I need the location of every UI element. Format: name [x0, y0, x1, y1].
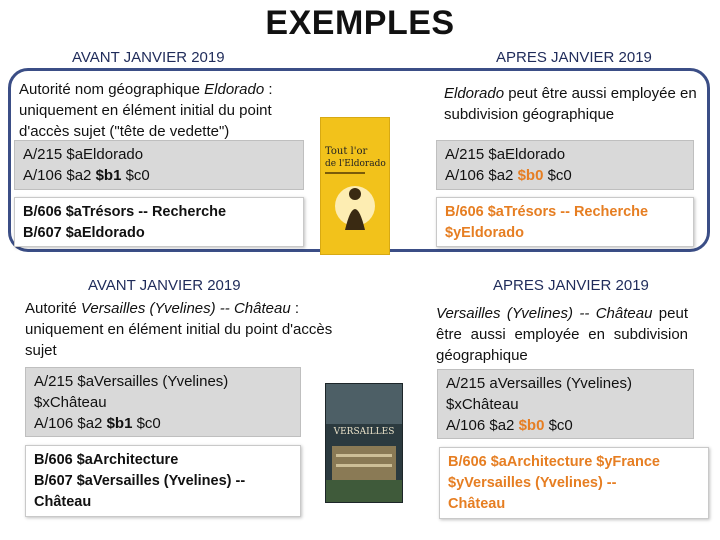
top-left-header: AVANT JANVIER 2019	[72, 49, 225, 66]
book-cover-title-line2: de l'Eldorado	[325, 159, 386, 169]
bottom-left-intro: Autorité Versailles (Yvelines) -- Château : uniquement en élément initial du point d'accès sujet	[25, 300, 333, 359]
bottom-right-intro: Versailles (Yvelines) -- Château peut être aussi employée en subdivision géographique	[436, 305, 688, 364]
bottom-right-authority-record: A/215 aVersailles (Yvelines) $xChâteau A/106 $a2 $b0 $c0	[437, 369, 694, 439]
page-title: EXEMPLES	[265, 4, 455, 42]
bottom-left-authority-record: A/215 $aVersailles (Yvelines) $xChâteau A/106 $a2 $b1 $c0	[25, 367, 301, 437]
top-right-header: APRES JANVIER 2019	[496, 49, 652, 66]
book-cover-title: VERSAILLES	[333, 427, 395, 437]
bottom-left-header: AVANT JANVIER 2019	[88, 277, 241, 294]
bottom-right-bib-record: B/606 $aArchitecture $yFrance $yVersailles (Yvelines) -- Château	[439, 447, 709, 519]
top-left-authority-record: A/215 $aEldorado A/106 $a2 $b1 $c0	[14, 140, 304, 190]
book-cover-eldorado	[320, 117, 390, 255]
top-right-authority-record: A/215 $aEldorado A/106 $a2 $b0 $c0	[436, 140, 694, 190]
book-cover-art	[321, 118, 389, 254]
top-right-intro: Eldorado peut être aussi employée en subdivision géographique	[444, 85, 697, 123]
book-cover-versailles	[325, 383, 403, 503]
book-cover-art	[326, 384, 402, 502]
book-cover-title-line1: Tout l'or	[325, 146, 368, 157]
top-left-intro: Autorité nom géographique Eldorado : uniquement en élément initial du point d'accès sujet ("tête de vedette")	[19, 81, 273, 140]
top-right-bib-record: B/606 $aTrésors -- Recherche $yEldorado	[436, 197, 694, 247]
bottom-left-bib-record: B/606 $aArchitecture B/607 $aVersailles (Yvelines) -- Château	[25, 445, 301, 517]
top-left-bib-record: B/606 $aTrésors -- Recherche B/607 $aEldorado	[14, 197, 304, 247]
bottom-right-header: APRES JANVIER 2019	[493, 277, 649, 294]
